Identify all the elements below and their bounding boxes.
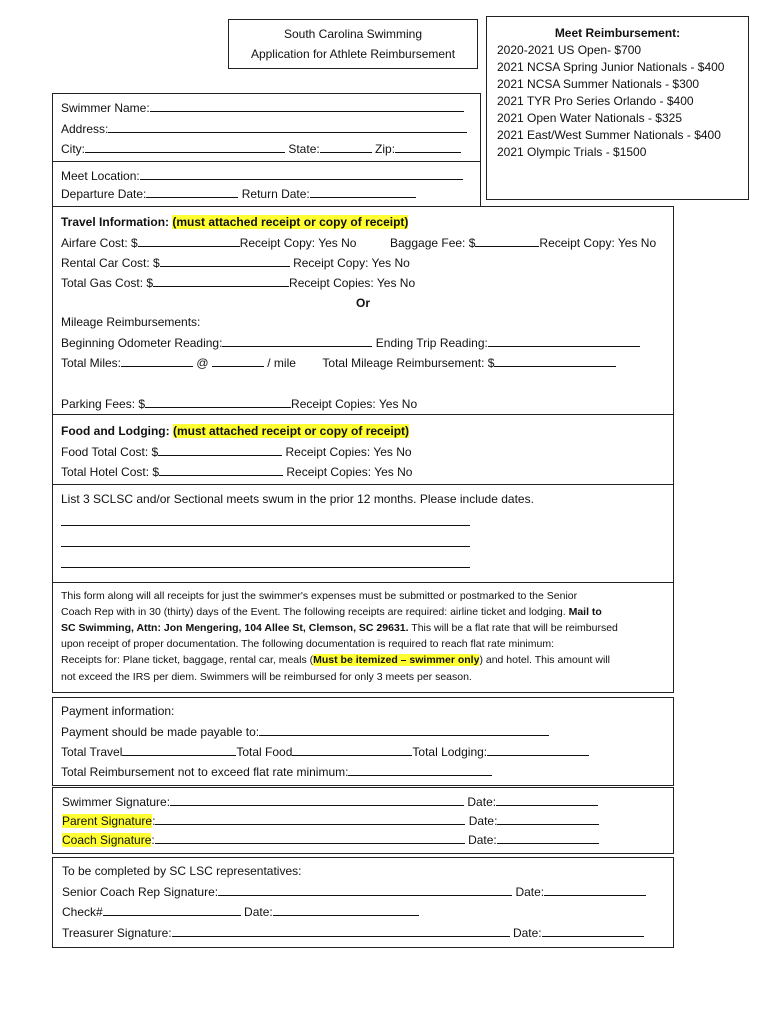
- gas-receipt[interactable]: Receipt Copies: Yes No: [289, 276, 416, 290]
- state-label: State:: [288, 142, 320, 156]
- mailing-address: SC Swimming, Attn: Jon Mengering, 104 Allee St, Clemson, SC 29631.: [61, 622, 409, 634]
- instructions-box: [52, 582, 674, 693]
- rental-field[interactable]: [160, 255, 290, 267]
- total-reimbursement-row: [61, 764, 492, 780]
- total-travel-field[interactable]: [122, 744, 236, 756]
- miles-row: [61, 355, 616, 371]
- meet-location-field[interactable]: [140, 168, 463, 180]
- payable-row: [61, 724, 549, 740]
- total-food-field[interactable]: [292, 744, 412, 756]
- instructions-line: [61, 589, 577, 604]
- meets-list-prompt: List 3 SCLSC and/or Sectional meets swum in the prior 12 months. Please include dates.: [61, 492, 534, 506]
- total-reimbursement-label: Total Reimbursement not to exceed flat rate minimum:: [61, 765, 349, 779]
- parent-signature-row: [62, 813, 599, 829]
- check-date-field[interactable]: [273, 904, 419, 916]
- food-receipt[interactable]: Receipt Copies: Yes No: [285, 445, 412, 459]
- signatures-box: [52, 787, 674, 854]
- baggage-row: [390, 235, 656, 251]
- payment-title: Payment information:: [61, 704, 175, 718]
- instructions-line: [61, 605, 602, 620]
- swimmer-info-box: [52, 93, 481, 162]
- reimbursement-item: 2021 TYR Pro Series Orlando - $400: [497, 94, 694, 108]
- instructions-text: Receipts for: Plane ticket, baggage, rental car, meals (: [61, 654, 314, 666]
- reimbursement-box: [486, 16, 749, 200]
- swimmer-signature-row: [62, 794, 598, 810]
- date-label: Date:: [244, 905, 273, 919]
- reimbursement-item: 2021 Open Water Nationals - $325: [497, 111, 682, 125]
- reimbursement-item: 2021 Olympic Trials - $1500: [497, 145, 647, 159]
- coach-signature-field[interactable]: [155, 832, 465, 844]
- address-field[interactable]: [108, 121, 467, 133]
- instructions-text: upon receipt of proper documentation. The following documentation is required to reach flat rate minimum:: [61, 638, 554, 650]
- miles-label: Total Miles:: [61, 356, 122, 370]
- begin-odometer-field[interactable]: [222, 335, 372, 347]
- city-field[interactable]: [85, 141, 285, 153]
- departure-label: Departure Date:: [61, 187, 147, 201]
- instructions-line: [61, 621, 618, 636]
- travel-box: [52, 206, 674, 415]
- date-label: Date:: [468, 814, 498, 828]
- senior-date-field[interactable]: [544, 884, 646, 896]
- instructions-text: not exceed the IRS per diem. Swimmers will be reimbursed for only 3 meets per season.: [61, 671, 472, 683]
- food-title: Food and Lodging:: [61, 424, 170, 438]
- begin-odometer-label: Beginning Odometer Reading:: [61, 336, 223, 350]
- check-label: Check#: [62, 905, 103, 919]
- totals-row: [61, 744, 589, 760]
- instructions-text: Coach Rep with in 30 (thirty) days of the Event. The following receipts are required: airline ticket and lodging.: [61, 606, 566, 618]
- colon: :: [152, 814, 156, 828]
- travel-title-row: [61, 215, 408, 230]
- parking-field[interactable]: [145, 396, 291, 408]
- swimmer-signature-field[interactable]: [170, 794, 464, 806]
- rental-row: [61, 255, 410, 271]
- payable-label: Payment should be made payable to:: [61, 725, 260, 739]
- reimbursement-title: Meet Reimbursement:: [554, 26, 681, 40]
- total-reimbursement-field[interactable]: [348, 764, 492, 776]
- parking-label: Parking Fees: $: [61, 397, 146, 411]
- parent-signature-field[interactable]: [155, 813, 465, 825]
- rental-label: Rental Car Cost: $: [61, 256, 160, 270]
- rate-field[interactable]: [212, 355, 264, 367]
- coach-signature-label: Coach Signature: [62, 833, 152, 847]
- date-label: Date:: [467, 795, 497, 809]
- coach-date-field[interactable]: [497, 832, 599, 844]
- instructions-text: This will be a flat rate that will be reimbursed: [411, 622, 618, 634]
- instructions-text: ) and hotel. This amount will: [479, 654, 610, 666]
- travel-title: Travel Information:: [61, 215, 170, 229]
- instructions-text: This form along will all receipts for just the swimmer's expenses must be submitted or postmarked to the Senior: [61, 590, 578, 602]
- check-number-field[interactable]: [103, 904, 241, 916]
- instructions-line: [61, 653, 610, 668]
- food-box: [52, 414, 674, 485]
- hotel-receipt[interactable]: Receipt Copies: Yes No: [286, 465, 413, 479]
- zip-field[interactable]: [395, 141, 461, 153]
- baggage-label: Baggage Fee: $: [390, 236, 476, 250]
- address-label: Address:: [61, 122, 109, 136]
- rental-receipt[interactable]: Receipt Copy: Yes No: [293, 256, 410, 270]
- treasurer-date-field[interactable]: [542, 925, 644, 937]
- treasurer-signature-field[interactable]: [172, 925, 510, 937]
- treasurer-label: Treasurer Signature:: [62, 926, 172, 940]
- baggage-field[interactable]: [475, 235, 539, 247]
- mileage-total-label: Total Mileage Reimbursement: $: [322, 356, 495, 370]
- return-field[interactable]: [310, 186, 416, 198]
- meet-location-label: Meet Location:: [61, 169, 140, 183]
- at-sign: @: [196, 356, 209, 370]
- food-cost-row: [61, 444, 412, 460]
- gas-field[interactable]: [153, 275, 289, 287]
- gas-row: [61, 275, 415, 291]
- check-row: [62, 904, 419, 920]
- mileage-total-field[interactable]: [494, 355, 616, 367]
- address-row: [61, 121, 467, 137]
- reimbursement-item: 2020-2021 US Open- $700: [497, 43, 642, 57]
- dates-row: [61, 186, 416, 202]
- meets-list-box: [52, 484, 674, 583]
- total-food-label: Total Food: [236, 745, 293, 759]
- per-mile-label: / mile: [267, 356, 296, 370]
- colon: :: [151, 833, 155, 847]
- swimmer-name-field[interactable]: [150, 100, 464, 112]
- meet-entry-line[interactable]: [61, 534, 470, 547]
- departure-field[interactable]: [146, 186, 238, 198]
- coach-signature-row: [62, 832, 599, 848]
- parent-signature-label: Parent Signature: [62, 814, 153, 828]
- date-label: Date:: [512, 926, 542, 940]
- hotel-cost-label: Total Hotel Cost: $: [61, 465, 160, 479]
- city-label: City:: [61, 142, 85, 156]
- return-label: Return Date:: [241, 187, 310, 201]
- meet-entry-line[interactable]: [61, 513, 470, 526]
- official-title: To be completed by SC LSC representatives:: [62, 864, 302, 878]
- hotel-cost-row: [61, 464, 412, 480]
- senior-coach-row: [62, 884, 646, 900]
- swimmer-name-row: [61, 100, 464, 116]
- itemized-note: Must be itemized – swimmer only: [313, 654, 480, 666]
- airfare-label: Airfare Cost: $: [61, 236, 138, 250]
- instructions-line: [61, 637, 554, 652]
- senior-coach-field[interactable]: [218, 884, 512, 896]
- date-label: Date:: [468, 833, 497, 847]
- miles-field[interactable]: [121, 355, 193, 367]
- city-row: [61, 141, 461, 157]
- parking-receipt[interactable]: Receipt Copies: Yes No: [291, 397, 418, 411]
- odometer-row: [61, 335, 640, 351]
- instructions-line: [61, 670, 472, 685]
- meet-entry-line[interactable]: [61, 555, 470, 568]
- food-note: (must attached receipt or copy of receipt): [172, 424, 410, 438]
- reimbursement-item: 2021 NCSA Summer Nationals - $300: [497, 77, 700, 91]
- swimmer-date-field[interactable]: [496, 794, 598, 806]
- airfare-row: [61, 235, 356, 251]
- or-divider: Or: [356, 296, 371, 310]
- end-odometer-label: Ending Trip Reading:: [375, 336, 488, 350]
- header-org: South Carolina Swimming: [283, 27, 423, 41]
- hotel-cost-field[interactable]: [159, 464, 283, 476]
- mileage-title: Mileage Reimbursements:: [61, 315, 201, 329]
- state-field[interactable]: [320, 141, 372, 153]
- food-title-row: [61, 424, 409, 439]
- senior-coach-label: Senior Coach Rep Signature:: [62, 885, 219, 899]
- food-cost-field[interactable]: [158, 444, 282, 456]
- gas-label: Total Gas Cost: $: [61, 276, 154, 290]
- date-label: Date:: [515, 885, 545, 899]
- header-title: Application for Athlete Reimbursement: [250, 47, 456, 61]
- airfare-field[interactable]: [138, 235, 240, 247]
- meet-box: [52, 161, 481, 207]
- baggage-receipt[interactable]: Receipt Copy: Yes No: [539, 236, 657, 250]
- total-lodging-field[interactable]: [487, 744, 589, 756]
- meet-location-row: [61, 168, 463, 184]
- instructions-bold: Mail to: [568, 606, 602, 618]
- official-box: [52, 857, 674, 948]
- total-travel-label: Total Travel: [61, 745, 123, 759]
- food-cost-label: Food Total Cost: $: [61, 445, 159, 459]
- treasurer-row: [62, 925, 644, 941]
- parent-date-field[interactable]: [497, 813, 599, 825]
- payment-box: [52, 697, 674, 786]
- header-box: [228, 19, 478, 69]
- swimmer-name-label: Swimmer Name:: [61, 101, 150, 115]
- airfare-receipt[interactable]: Receipt Copy: Yes No: [239, 236, 357, 250]
- total-lodging-label: Total Lodging:: [412, 745, 488, 759]
- parking-row: [61, 396, 417, 412]
- zip-label: Zip:: [375, 142, 396, 156]
- swimmer-signature-label: Swimmer Signature:: [62, 795, 171, 809]
- payable-field[interactable]: [259, 724, 549, 736]
- travel-note: (must attached receipt or copy of receipt): [172, 215, 409, 229]
- reimbursement-item: 2021 NCSA Spring Junior Nationals - $400: [497, 60, 725, 74]
- reimbursement-item: 2021 East/West Summer Nationals - $400: [497, 128, 721, 142]
- end-odometer-field[interactable]: [488, 335, 640, 347]
